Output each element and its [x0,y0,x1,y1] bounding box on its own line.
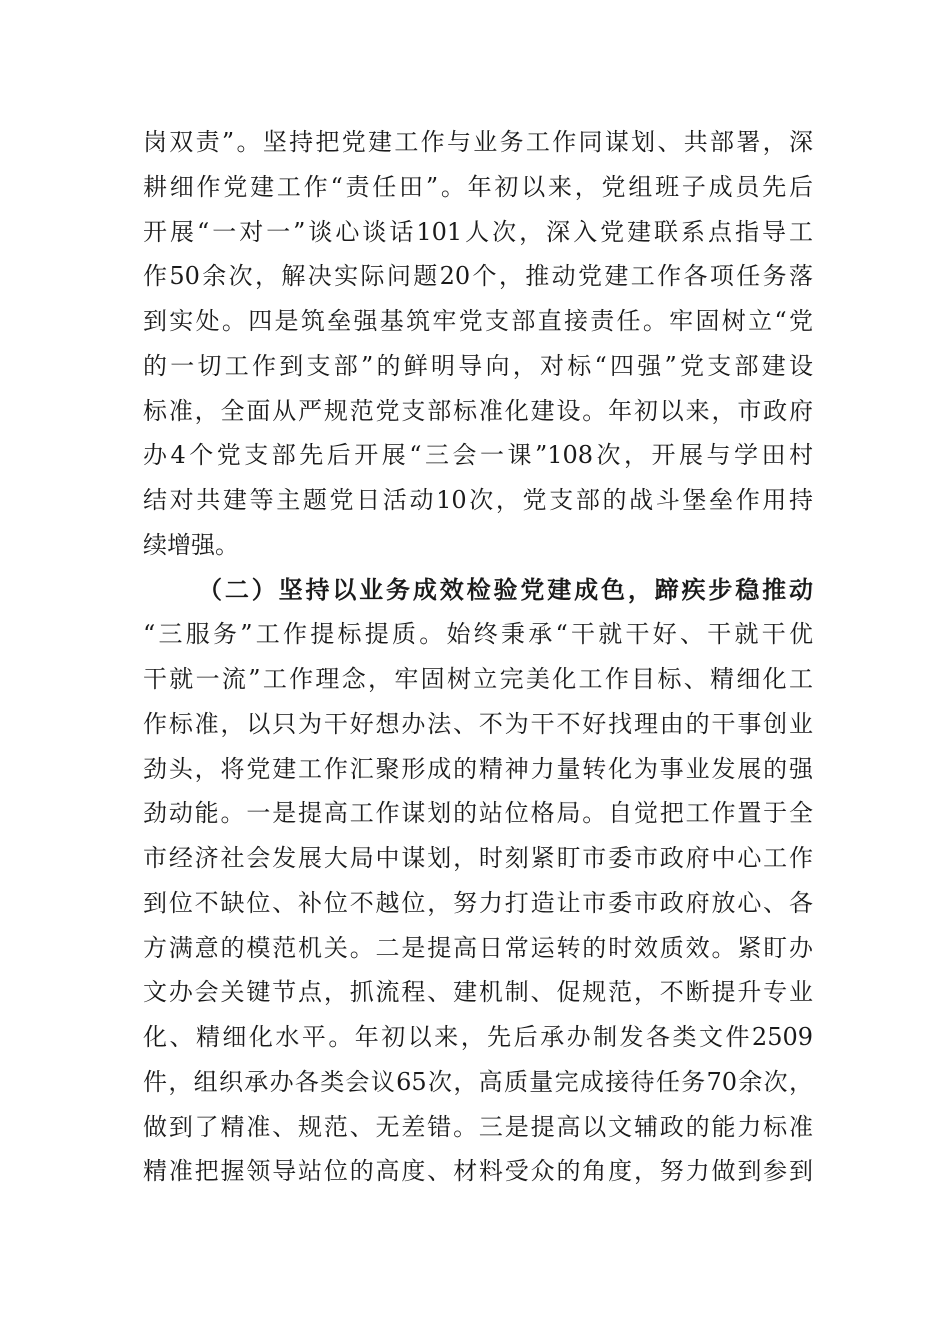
text-line: 作50余次，解决实际问题20个，推动党建工作各项任务落 [143,262,813,291]
text-line: 文办会关键节点，抓流程、建机制、促规范，不断提升专业 [143,978,813,1007]
text-line: 劲头，将党建工作汇聚形成的精神力量转化为事业发展的强 [143,754,813,783]
text-line: “三服务”工作提标提质。始终秉承“干就干好、干就干优 [143,620,813,649]
text-line: 劲动能。一是提高工作谋划的站位格局。自觉把工作置于全 [143,799,813,828]
text-line: 作标准，以只为干好想办法、不为干不好找理由的干事创业 [143,709,813,738]
text-line: 市经济社会发展大局中谋划，时刻紧盯市委市政府中心工作 [143,844,813,872]
text-line: 办4个党支部先后开展“三会一课”108次，开展与学田村 [143,441,813,470]
section-heading: （二）坚持以业务成效检验党建成色，蹄疾步稳推动 [198,574,813,604]
text-line: 耕细作党建工作“责任田”。年初以来，党组班子成员先后 [143,172,813,201]
text-line: 干就一流”工作理念，牢固树立完美化工作目标、精细化工 [143,665,813,693]
text-line: 化、精细化水平。年初以来，先后承办制发各类文件2509 [143,1023,813,1051]
document-body [143,120,813,1194]
text-line: 到位不缺位、补位不越位，努力打造让市委市政府放心、各 [143,888,813,917]
text-line: 续增强。 [143,530,239,559]
text-line: 方满意的模范机关。二是提高日常运转的时效质效。紧盯办 [143,933,813,962]
text-line: 结对共建等主题党日活动10次，党支部的战斗堡垒作用持 [143,486,813,514]
text-line: 岗双责”。坚持把党建工作与业务工作同谋划、共部署，深 [143,128,813,156]
text-line: 标准，全面从严规范党支部标准化建设。年初以来，市政府 [143,396,813,425]
text-line: 开展“一对一”谈心谈话101人次，深入党建联系点指导工 [143,217,813,246]
text-line: 精准把握领导站位的高度、材料受众的角度，努力做到参到 [143,1157,813,1186]
text-line: 件，组织承办各类会议65次，高质量完成接待任务70余次， [143,1067,813,1096]
text-line: 做到了精准、规范、无差错。三是提高以文辅政的能力标准 [143,1112,813,1141]
text-line: 到实处。四是筑垒强基筑牢党支部直接责任。牢固树立“党 [143,307,813,335]
text-line: 的一切工作到支部”的鲜明导向，对标“四强”党支部建设 [143,351,813,380]
